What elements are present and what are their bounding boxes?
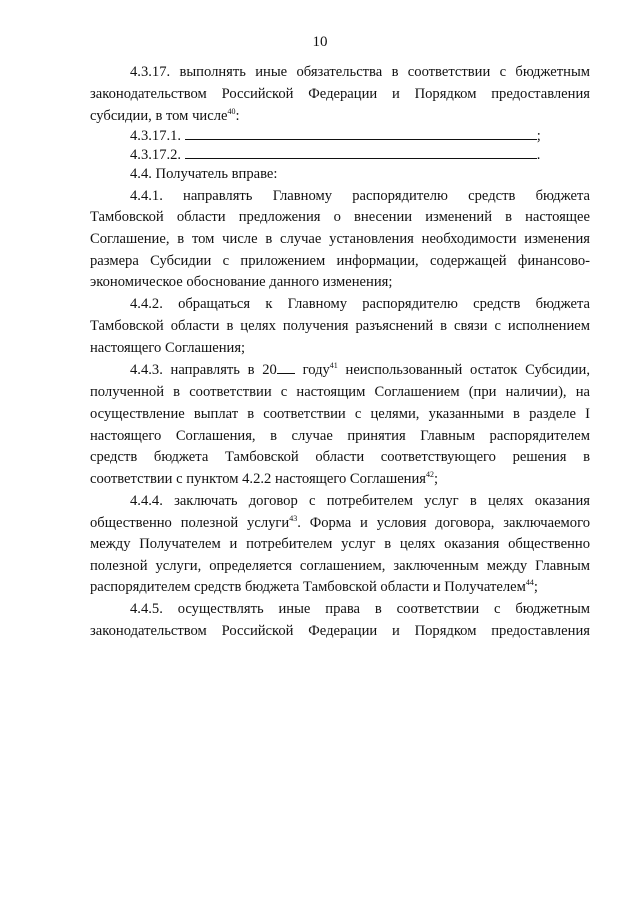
text-line: 4.4. Получатель вправе: (130, 166, 278, 182)
footnote-ref: 40 (227, 107, 236, 117)
text-line: 4.4.5. осуществлять иные права в соответствии с бюджетным (130, 601, 590, 617)
fill-in-line: 4.3.17.2. . (130, 147, 541, 163)
text-line: экономическое обоснование данного изменения; (90, 274, 393, 290)
text-line: полезной услуги, определяется соглашением, заключенным между Главным (90, 558, 590, 574)
text-line: общественно полезной услуги$^{43}$. Форма и условия договора, заключаемого (90, 514, 590, 531)
text-line: субсидии, в том числе$^{40}$: (90, 107, 240, 124)
text-line: соответствии с пунктом 4.2.2 настоящего Соглашения$^{42}$; (90, 470, 439, 487)
footnote-ref: 41 (329, 361, 338, 371)
text-line: распорядителем средств бюджета Тамбовской области и Получателем$^{44}$; (90, 578, 538, 595)
text-line: между Получателем и потребителем услуг в целях оказания общественно (90, 536, 590, 552)
footnote-ref: 42 (426, 470, 435, 480)
text-line: средств бюджета Тамбовской области соответствующего решения в (90, 449, 590, 465)
footnote-ref: 43 (289, 514, 298, 524)
text-line: законодательством Российской Федерации и Порядком предоставления (90, 86, 590, 102)
text-line: размера Субсидии с приложением информации, содержащей финансово- (90, 253, 590, 269)
text-line: Тамбовской области в целях получения разъяснений в связи с исполнением (90, 318, 590, 334)
text-line: полученной в соответствии с настоящим Соглашением (при наличии), на (90, 384, 590, 400)
text-line: законодательством Российской Федерации и Порядком предоставления (90, 623, 590, 639)
text-line: Тамбовской области предложения о внесении изменений в настоящее (90, 209, 590, 225)
text-line: 4.4.2. обращаться к Главному распорядителю средств бюджета (130, 296, 590, 312)
text-line: настоящего Соглашения, в случае принятия Главным распорядителем (90, 428, 590, 444)
text-line: 4.4.3. направлять в 20 году$^{41}$ неиспользованный остаток Субсидии, (130, 361, 590, 378)
footnote-ref: 44 (525, 578, 534, 588)
fill-in-line: 4.3.17.1. ; (130, 128, 541, 144)
text-line: 4.3.17. выполнять иные обязательства в соответствии с бюджетным (130, 64, 590, 80)
text-line: 4.4.1. направлять Главному распорядителю средств бюджета (130, 188, 590, 204)
text-line: осуществление выплат в соответствии с целями, указанными в разделе I (90, 406, 590, 422)
text-line: Соглашение, в том числе в случае установления необходимости изменения (90, 231, 590, 247)
page-number: 10 (312, 34, 328, 50)
text-line: настоящего Соглашения; (90, 340, 246, 356)
text-line: 4.4.4. заключать договор с потребителем услуг в целях оказания (130, 493, 590, 509)
